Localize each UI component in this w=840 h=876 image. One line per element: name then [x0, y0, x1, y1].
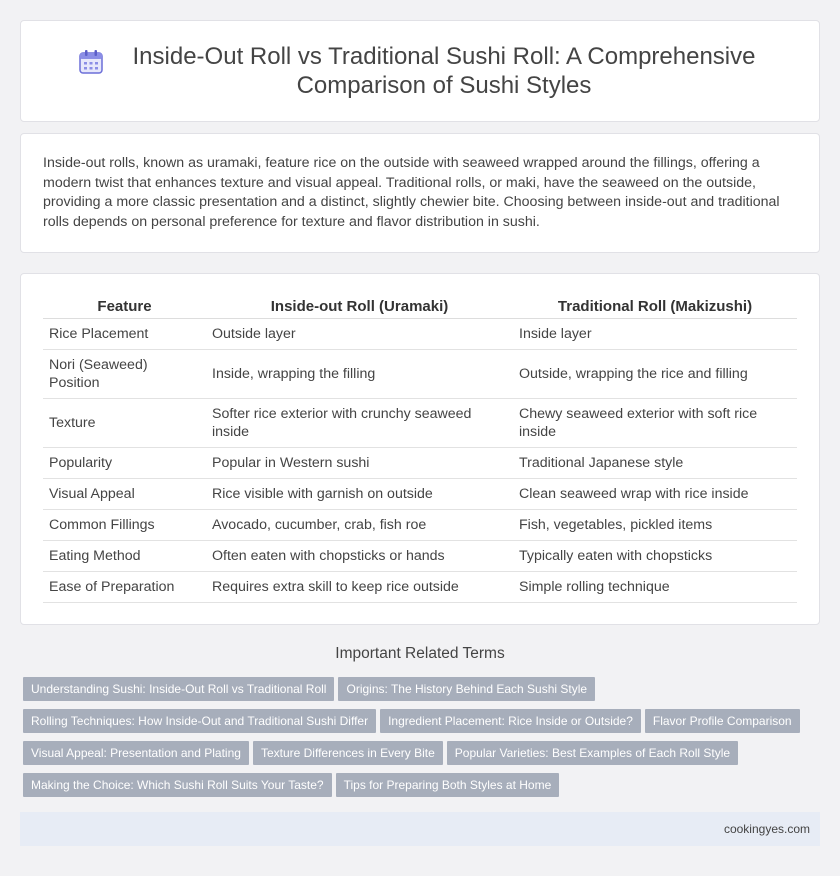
table-cell: Typically eaten with chopsticks	[513, 541, 797, 572]
related-term-tag[interactable]: Making the Choice: Which Sushi Roll Suits Your Taste?	[23, 773, 332, 797]
page-title: Inside-Out Roll vs Traditional Sushi Roll: A Comprehensive Comparison of Sushi Styles	[132, 43, 756, 99]
table-cell: Requires extra skill to keep rice outside	[206, 572, 513, 603]
table-cell: Softer rice exterior with crunchy seaweed inside	[206, 399, 513, 448]
table-cell: Common Fillings	[43, 510, 206, 541]
title-wrap	[21, 42, 819, 100]
table-cell: Outside, wrapping the rice and filling	[513, 350, 797, 399]
table-row	[43, 572, 797, 603]
table-cell: Rice visible with garnish on outside	[206, 479, 513, 510]
table-cell: Nori (Seaweed) Position	[43, 350, 206, 399]
header-inside-out: Inside-out Roll (Uramaki)	[206, 294, 513, 319]
table-row	[43, 479, 797, 510]
footer-site-name[interactable]: cookingyes.com	[723, 822, 810, 836]
header-feature: Feature	[43, 294, 206, 319]
table-row	[43, 510, 797, 541]
table-cell: Eating Method	[43, 541, 206, 572]
comparison-table	[43, 294, 797, 603]
table-row	[43, 448, 797, 479]
table-cell: Inside layer	[513, 319, 797, 350]
related-terms-heading: Important Related Terms	[335, 645, 505, 662]
table-cell: Texture	[43, 399, 206, 448]
related-term-tag[interactable]: Origins: The History Behind Each Sushi Style	[338, 677, 595, 701]
table-cell: Chewy seaweed exterior with soft rice inside	[513, 399, 797, 448]
table-cell: Rice Placement	[43, 319, 206, 350]
table-cell: Outside layer	[206, 319, 513, 350]
related-term-tag[interactable]: Ingredient Placement: Rice Inside or Outside?	[380, 709, 641, 733]
table-cell: Inside, wrapping the filling	[206, 350, 513, 399]
table-row	[43, 350, 797, 399]
table-cell: Popular in Western sushi	[206, 448, 513, 479]
table-cell: Fish, vegetables, pickled items	[513, 510, 797, 541]
table-row	[43, 541, 797, 572]
table-cell: Often eaten with chopsticks or hands	[206, 541, 513, 572]
related-term-tag[interactable]: Understanding Sushi: Inside-Out Roll vs Traditional Roll	[23, 677, 334, 701]
related-term-tag[interactable]: Visual Appeal: Presentation and Plating	[23, 741, 249, 765]
related-terms-list	[23, 677, 823, 805]
related-term-tag[interactable]: Flavor Profile Comparison	[645, 709, 800, 733]
table-cell: Simple rolling technique	[513, 572, 797, 603]
table-cell: Traditional Japanese style	[513, 448, 797, 479]
comparison-card	[20, 273, 820, 625]
table-cell: Visual Appeal	[43, 479, 206, 510]
table-header-row	[43, 294, 797, 319]
table-cell: Avocado, cucumber, crab, fish roe	[206, 510, 513, 541]
related-term-tag[interactable]: Texture Differences in Every Bite	[253, 741, 443, 765]
intro-card	[20, 133, 820, 253]
footer	[20, 812, 820, 846]
table-row	[43, 399, 797, 448]
table-cell: Ease of Preparation	[43, 572, 206, 603]
related-term-tag[interactable]: Tips for Preparing Both Styles at Home	[336, 773, 560, 797]
title-card	[20, 20, 820, 122]
related-term-tag[interactable]: Popular Varieties: Best Examples of Each Roll Style	[447, 741, 738, 765]
header-traditional: Traditional Roll (Makizushi)	[513, 294, 797, 319]
table-cell: Clean seaweed wrap with rice inside	[513, 479, 797, 510]
related-term-tag[interactable]: Rolling Techniques: How Inside-Out and Traditional Sushi Differ	[23, 709, 376, 733]
intro-paragraph: Inside-out rolls, known as uramaki, feature rice on the outside with seaweed wrapped around the fillings, offering a modern twist that enhances texture and visual appeal. Traditional rolls, or maki, have the seaweed on the outside, providing a more classic presentation and a distinct, slightly chewier bite. Choosing between inside-out and traditional rolls depends on personal preference for texture and flavor distribution in sushi.	[43, 155, 780, 230]
table-row	[43, 319, 797, 350]
calendar-icon	[76, 47, 106, 77]
table-cell: Popularity	[43, 448, 206, 479]
